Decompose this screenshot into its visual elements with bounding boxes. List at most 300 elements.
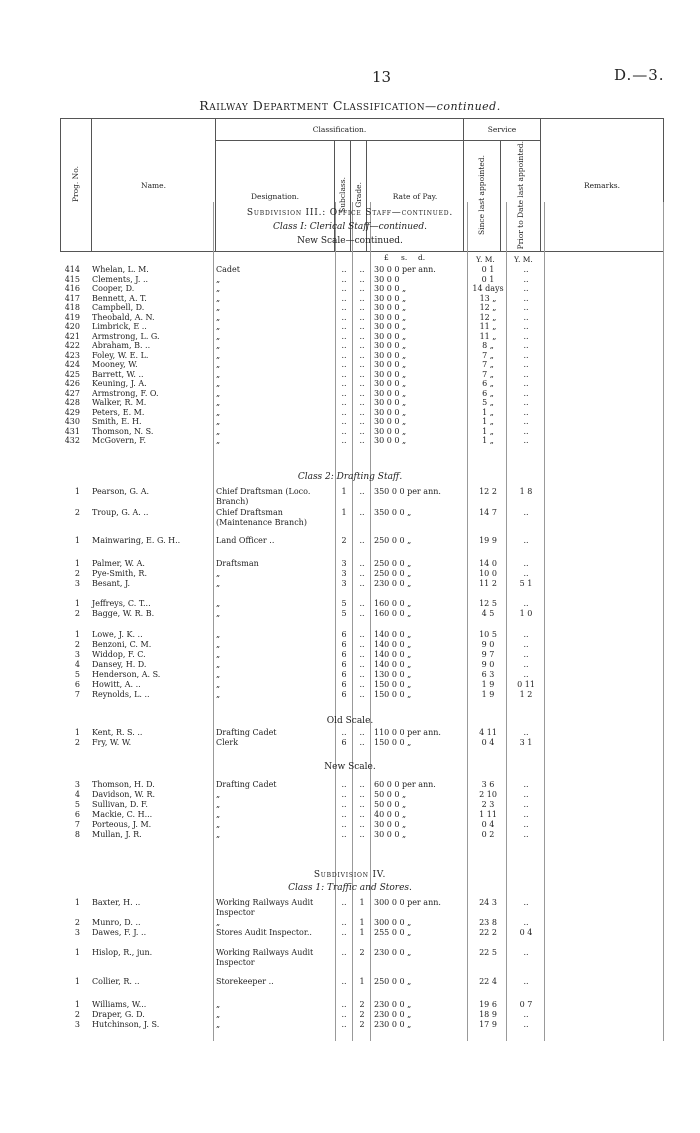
row-service-since: 9 0 [481, 660, 495, 669]
row-designation: „ [216, 1020, 221, 1029]
table-row [0, 332, 700, 342]
row-service-since: 14 7 [479, 508, 497, 517]
row-rate-of-pay: 30 0 0 „ [374, 312, 407, 322]
row-grade: .. [359, 303, 365, 312]
row-grade: .. [359, 284, 365, 293]
row-service-prior: 1 2 [519, 690, 533, 699]
row-name: Benzoni, C. M. [92, 640, 152, 649]
title-continued: —continued. [425, 100, 501, 113]
row-rate-of-pay: 150 0 0 „ [374, 738, 412, 747]
row-rate-of-pay: 30 0 0 [374, 274, 400, 284]
table-row [0, 650, 700, 660]
row-rate-of-pay: 30 0 0 per ann. [374, 265, 436, 274]
row-designation: „ [216, 630, 221, 639]
row-name: Lowe, J. K. .. [92, 630, 143, 639]
row-designation: „ [216, 599, 221, 608]
row-rate-of-pay: 250 0 0 „ [374, 569, 412, 578]
row-name: Cooper, D. [92, 284, 135, 293]
table-row [0, 810, 700, 820]
row-grade: .. [359, 360, 365, 369]
row-designation: „ [216, 680, 221, 689]
row-designation: „ [216, 820, 221, 829]
row-number: 419 [64, 312, 80, 322]
row-service-prior: .. [523, 790, 529, 799]
header-prog-no: Prog. No. [71, 166, 81, 203]
row-designation: „ [216, 322, 221, 331]
row-name: Whelan, L. M. [92, 265, 149, 274]
row-service-since: 24 3 [479, 898, 497, 907]
table-row [0, 579, 700, 589]
row-service-since: 13 „ [479, 293, 497, 303]
row-grade: 1 [359, 928, 365, 937]
row-service-since: 2 3 [481, 800, 495, 809]
row-grade: 2 [359, 948, 365, 957]
row-name: Reynolds, L. .. [92, 690, 150, 699]
header-service: Service [464, 119, 541, 141]
row-designation: „ [216, 569, 221, 578]
row-name: Foley, W. E. L. [92, 350, 149, 360]
row-grade: 1 [359, 977, 365, 986]
row-designation: „ [216, 690, 221, 699]
table-row [0, 977, 700, 987]
row-subclass: .. [341, 800, 347, 809]
row-grade: .. [359, 728, 365, 737]
table-row [0, 820, 700, 830]
row-designation: „ [216, 331, 221, 341]
row-service-since: 14 0 [479, 559, 497, 568]
table-row [0, 630, 700, 640]
row-service-since: 1 „ [482, 407, 494, 417]
table-row [0, 284, 700, 294]
row-service-since: 18 9 [479, 1010, 497, 1019]
row-designation: „ [216, 1010, 221, 1019]
row-rate-of-pay: 140 0 0 „ [374, 660, 412, 669]
row-name: Munro, D. .. [92, 918, 141, 927]
row-number: 1 [74, 898, 80, 907]
row-grade: 2 [359, 1010, 365, 1019]
row-rate-of-pay: 30 0 0 „ [374, 398, 407, 407]
row-name: Mooney, W. [92, 360, 138, 369]
row-rate-of-pay: 30 0 0 „ [374, 426, 407, 436]
row-name: Campbell, D. [92, 303, 145, 312]
table-row [0, 690, 700, 700]
row-service-prior: .. [523, 360, 529, 369]
row-service-prior: .. [523, 379, 529, 388]
row-service-prior: .. [523, 293, 529, 303]
row-name: Armstrong, L. G. [92, 331, 160, 341]
row-designation: Working Railways Audit Inspector [216, 948, 314, 967]
row-service-since: 0 1 [481, 265, 495, 274]
row-grade: .. [359, 407, 365, 417]
table-row [0, 294, 700, 304]
row-service-prior: .. [523, 948, 529, 957]
row-rate-of-pay: 230 0 0 „ [374, 579, 412, 588]
row-designation: „ [216, 800, 221, 809]
row-rate-of-pay: 255 0 0 „ [374, 928, 412, 937]
row-subclass: 6 [341, 690, 347, 699]
row-grade: 2 [359, 1020, 365, 1029]
row-designation: „ [216, 284, 221, 293]
row-service-prior: .. [523, 436, 529, 445]
row-designation: Chief Draftsman (Maintenance Branch) [216, 508, 307, 527]
row-name: Thomson, N. S. [92, 426, 154, 436]
row-number: 429 [64, 407, 80, 417]
row-service-since: 7 „ [482, 369, 494, 379]
row-subclass: 6 [341, 670, 347, 679]
row-rate-of-pay: 30 0 0 „ [374, 293, 407, 303]
row-rate-of-pay: 300 0 0 „ [374, 918, 412, 927]
row-service-since: 12 „ [479, 303, 497, 312]
row-grade: .. [359, 293, 365, 303]
row-service-prior: .. [523, 728, 529, 737]
row-rate-of-pay: 30 0 0 „ [374, 407, 407, 417]
row-grade: .. [359, 780, 365, 789]
row-number: 2 [74, 569, 80, 578]
row-subclass: 3 [341, 579, 347, 588]
row-grade: .. [359, 790, 365, 799]
row-number: 426 [64, 379, 80, 388]
row-subclass: .. [341, 379, 347, 388]
row-number: 2 [74, 508, 80, 517]
row-subclass: 6 [341, 738, 347, 747]
row-number: 1 [74, 1000, 80, 1009]
row-name: Henderson, A. S. [92, 670, 161, 679]
row-grade: .. [359, 559, 365, 568]
row-service-since: 6 „ [482, 388, 494, 398]
row-name: Bennett, A. T. [92, 293, 147, 303]
row-name: Kent, R. S. .. [92, 728, 143, 737]
row-service-since: 8 „ [482, 341, 494, 350]
table-row [0, 370, 700, 380]
row-name: Davidson, W. R. [92, 790, 156, 799]
row-designation: Drafting Cadet [216, 780, 277, 789]
row-subclass: .. [341, 341, 347, 350]
table-row [0, 918, 700, 928]
row-grade: .. [359, 536, 365, 545]
row-service-since: 12 „ [479, 312, 497, 322]
row-service-prior: .. [523, 569, 529, 578]
header-name: Name. [92, 119, 216, 252]
row-service-prior: 0 11 [517, 680, 535, 689]
row-name: Hutchinson, J. S. [92, 1020, 160, 1029]
row-grade: 1 [359, 898, 365, 907]
row-number: 1 [74, 948, 80, 957]
row-number: 414 [64, 265, 80, 274]
row-subclass: .. [341, 331, 347, 341]
table-row [0, 609, 700, 619]
row-name: Widdop, F. C. [92, 650, 146, 659]
table-row [0, 830, 700, 840]
row-number: 6 [74, 680, 80, 689]
table-row [0, 680, 700, 690]
unit-since: Y. M. [476, 255, 495, 264]
row-designation: „ [216, 660, 221, 669]
row-designation: „ [216, 670, 221, 679]
row-name: Theobald, A. N. [92, 312, 155, 322]
row-service-prior: 0 4 [519, 928, 533, 937]
row-grade: .. [359, 388, 365, 398]
row-rate-of-pay: 30 0 0 „ [374, 284, 407, 293]
row-designation: „ [216, 1000, 221, 1009]
row-subclass: .. [341, 790, 347, 799]
row-service-since: 1 „ [482, 436, 494, 445]
row-service-prior: 1 0 [519, 609, 533, 618]
title-main: Railway Department Classification [199, 98, 426, 113]
row-designation: „ [216, 388, 221, 398]
row-service-prior: .. [523, 303, 529, 312]
table-row [0, 536, 700, 546]
row-service-since: 1 11 [479, 810, 497, 819]
row-name: Clements, J. .. [92, 274, 149, 284]
row-number: 1 [74, 536, 80, 545]
row-number: 425 [64, 369, 80, 379]
header-grade: Grade. [353, 182, 363, 208]
row-subclass: .. [341, 350, 347, 360]
row-service-since: 4 5 [481, 609, 495, 618]
row-grade: .. [359, 680, 365, 689]
row-service-since: 17 9 [479, 1020, 497, 1029]
table-row [0, 898, 700, 918]
row-subclass: .. [341, 1000, 347, 1009]
row-grade: .. [359, 738, 365, 747]
row-service-since: 4 11 [479, 728, 497, 737]
row-service-prior: .. [523, 918, 529, 927]
row-subclass: .. [341, 928, 347, 937]
row-rate-of-pay: 30 0 0 „ [374, 417, 407, 426]
row-designation: Clerk [216, 738, 239, 747]
row-rate-of-pay: 30 0 0 „ [374, 369, 407, 379]
row-grade: .. [359, 579, 365, 588]
row-name: Mackie, C. H... [92, 810, 153, 819]
table-row [0, 436, 700, 446]
table-row [0, 487, 700, 507]
row-rate-of-pay: 30 0 0 „ [374, 820, 407, 829]
unit-shillings: s. [401, 253, 408, 262]
table-row [0, 670, 700, 680]
row-service-prior: .. [523, 350, 529, 360]
header-subclass: Subclass. [337, 177, 347, 214]
row-service-prior: .. [523, 630, 529, 639]
row-name: Dansey, H. D. [92, 660, 147, 669]
row-subclass: .. [341, 436, 347, 445]
row-rate-of-pay: 30 0 0 „ [374, 331, 407, 341]
row-designation: „ [216, 407, 221, 417]
row-designation: Stores Audit Inspector.. [216, 928, 312, 937]
row-subclass: .. [341, 780, 347, 789]
header-prior: Prior to Date last appointed. [515, 141, 525, 250]
row-name: McGovern, F. [92, 436, 147, 445]
row-name: Porteous, J. M. [92, 820, 152, 829]
header-designation: Designation. [216, 141, 335, 252]
row-service-since: 5 „ [482, 398, 494, 407]
row-designation: „ [216, 790, 221, 799]
row-name: Smith, E. H. [92, 417, 142, 426]
row-name: Mainwaring, E. G. H.. [92, 536, 181, 545]
row-service-prior: 1 8 [519, 487, 533, 496]
row-service-prior: 3 1 [519, 738, 533, 747]
class-heading: Class 1: Traffic and Stores. [288, 883, 412, 893]
row-subclass: 1 [341, 508, 347, 517]
row-rate-of-pay: 30 0 0 „ [374, 341, 407, 350]
row-designation: „ [216, 579, 221, 588]
row-rate-of-pay: 30 0 0 „ [374, 350, 407, 360]
row-number: 7 [74, 690, 80, 699]
row-service-prior: .. [523, 810, 529, 819]
row-rate-of-pay: 350 0 0 per ann. [374, 487, 441, 496]
row-grade: 1 [359, 918, 365, 927]
row-grade: .. [359, 820, 365, 829]
row-subclass: 1 [341, 487, 347, 496]
row-name: Limbrick, E .. [92, 322, 147, 331]
table-row [0, 417, 700, 427]
table-row [0, 360, 700, 370]
row-designation: Chief Draftsman (Loco. Branch) [216, 487, 311, 506]
row-service-prior: .. [523, 536, 529, 545]
table-row [0, 322, 700, 332]
row-subclass: .. [341, 303, 347, 312]
row-service-prior: .. [523, 780, 529, 789]
row-number: 5 [74, 800, 80, 809]
row-number: 6 [74, 810, 80, 819]
row-number: 430 [64, 417, 80, 426]
row-name: Bagge, W. R. B. [92, 609, 155, 618]
table-row [0, 427, 700, 437]
table-row [0, 265, 700, 275]
row-name: Palmer, W. A. [92, 559, 145, 568]
row-designation: „ [216, 360, 221, 369]
row-service-since: 11 2 [479, 579, 497, 588]
row-designation: „ [216, 312, 221, 322]
row-service-since: 0 2 [481, 830, 495, 839]
row-number: 427 [64, 388, 80, 398]
row-rate-of-pay: 250 0 0 „ [374, 977, 412, 986]
row-service-prior: .. [523, 312, 529, 322]
row-service-prior: .. [523, 977, 529, 986]
row-service-since: 6 „ [482, 379, 494, 388]
row-subclass: .. [341, 1010, 347, 1019]
row-subclass: .. [341, 898, 347, 907]
row-service-prior: .. [523, 388, 529, 398]
row-subclass: 6 [341, 650, 347, 659]
row-number: 421 [64, 331, 80, 341]
row-number: 3 [74, 650, 80, 659]
row-subclass: .. [341, 728, 347, 737]
row-rate-of-pay: 350 0 0 „ [374, 508, 412, 517]
row-grade: .. [359, 322, 365, 331]
row-service-prior: .. [523, 341, 529, 350]
row-service-since: 10 5 [479, 630, 497, 639]
row-designation: „ [216, 918, 221, 927]
row-service-prior: .. [523, 599, 529, 608]
row-service-prior: .. [523, 650, 529, 659]
row-subclass: .. [341, 360, 347, 369]
row-subclass: 6 [341, 640, 347, 649]
row-designation: „ [216, 350, 221, 360]
row-grade: .. [359, 426, 365, 436]
row-subclass: .. [341, 398, 347, 407]
table-row [0, 275, 700, 285]
row-number: 417 [64, 293, 80, 303]
row-subclass: .. [341, 265, 347, 274]
row-rate-of-pay: 30 0 0 „ [374, 303, 407, 312]
row-service-since: 1 „ [482, 426, 494, 436]
row-number: 424 [64, 360, 80, 369]
header-classification: Classification. [216, 119, 464, 141]
row-service-since: 0 4 [481, 820, 495, 829]
row-service-since: 1 9 [481, 680, 495, 689]
unit-pounds: £ [384, 253, 389, 262]
row-grade: .. [359, 670, 365, 679]
header-rate: Rate of Pay. [367, 141, 464, 252]
row-grade: .. [359, 369, 365, 379]
row-service-prior: .. [523, 322, 529, 331]
row-number: 2 [74, 1010, 80, 1019]
row-designation: „ [216, 293, 221, 303]
row-number: 1 [74, 599, 80, 608]
row-rate-of-pay: 230 0 0 „ [374, 1010, 412, 1019]
row-designation: „ [216, 303, 221, 312]
table-row [0, 559, 700, 569]
row-grade: .. [359, 810, 365, 819]
row-number: 3 [74, 928, 80, 937]
row-rate-of-pay: 140 0 0 „ [374, 630, 412, 639]
row-grade: .. [359, 599, 365, 608]
table-row [0, 728, 700, 738]
row-grade: .. [359, 417, 365, 426]
row-service-prior: .. [523, 670, 529, 679]
row-number: 2 [74, 609, 80, 618]
row-grade: .. [359, 436, 365, 445]
row-grade: .. [359, 830, 365, 839]
row-number: 1 [74, 559, 80, 568]
row-rate-of-pay: 130 0 0 „ [374, 670, 412, 679]
row-service-prior: .. [523, 640, 529, 649]
row-designation: „ [216, 640, 221, 649]
row-grade: .. [359, 487, 365, 496]
row-number: 1 [74, 977, 80, 986]
table-row [0, 398, 700, 408]
row-rate-of-pay: 40 0 0 „ [374, 810, 407, 819]
row-service-prior: .. [523, 660, 529, 669]
row-name: Collier, R. .. [92, 977, 140, 986]
row-designation: „ [216, 609, 221, 618]
row-number: 5 [74, 670, 80, 679]
table-row [0, 660, 700, 670]
row-service-prior: .. [523, 820, 529, 829]
row-subclass: .. [341, 830, 347, 839]
row-service-prior: 5 1 [519, 579, 533, 588]
row-rate-of-pay: 250 0 0 „ [374, 559, 412, 568]
row-grade: .. [359, 312, 365, 322]
row-rate-of-pay: 110 0 0 per ann. [374, 728, 441, 737]
scale-heading: Old Scale. [326, 716, 374, 726]
row-number: 8 [74, 830, 80, 839]
row-service-prior: .. [523, 398, 529, 407]
row-designation: „ [216, 650, 221, 659]
row-service-prior: .. [523, 331, 529, 341]
row-rate-of-pay: 230 0 0 „ [374, 948, 412, 957]
row-grade: .. [359, 630, 365, 639]
row-grade: .. [359, 660, 365, 669]
row-name: Howitt, A. .. [92, 680, 141, 689]
row-designation: „ [216, 274, 221, 284]
row-subclass: 2 [341, 536, 347, 545]
row-subclass: .. [341, 918, 347, 927]
row-number: 7 [74, 820, 80, 829]
row-rate-of-pay: 150 0 0 „ [374, 680, 412, 689]
row-name: Williams, W... [92, 1000, 147, 1009]
row-number: 3 [74, 1020, 80, 1029]
